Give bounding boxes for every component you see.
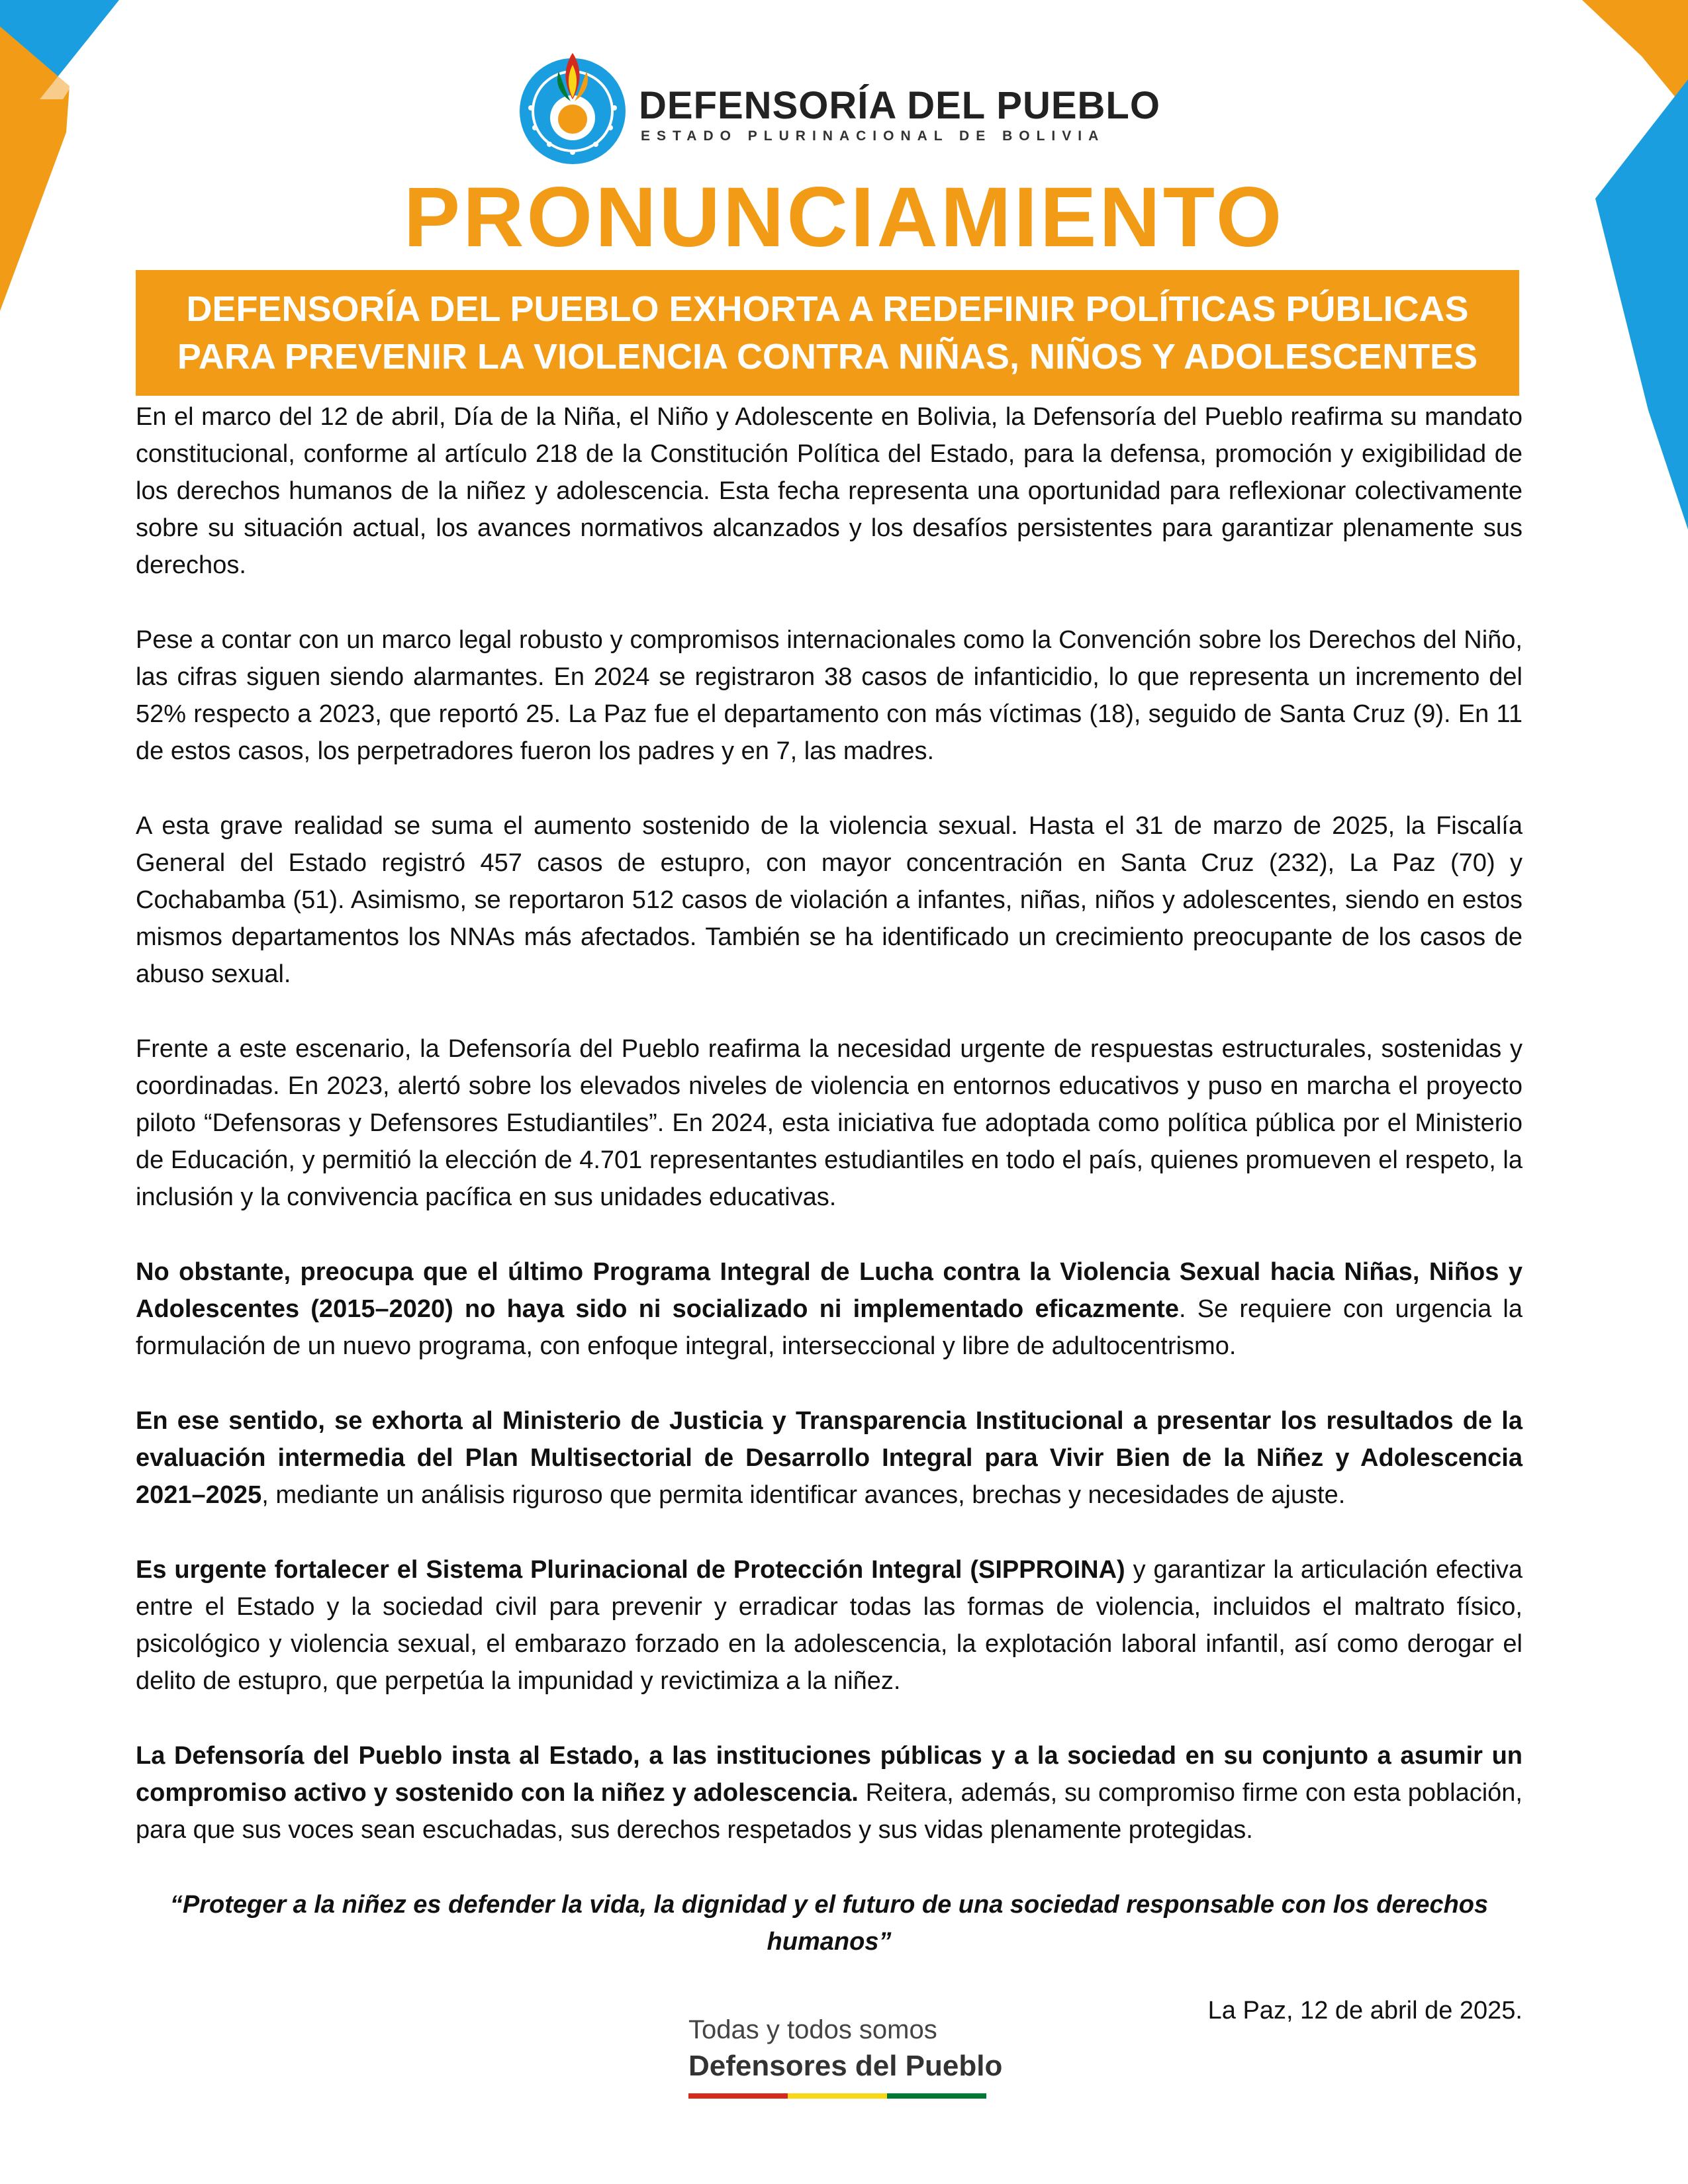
organization-logo — [510, 38, 1160, 164]
footer-slogan-line-2: Defensores del Pueblo — [688, 2050, 1003, 2082]
paragraph-6-text: , mediante un análisis riguroso que permita identificar avances, brechas y necesidades de ajuste. — [261, 1481, 1346, 1509]
paragraph-5-emphasis: No obstante, preocupa que el último Programa Integral de Lucha contra la Violencia Sexual hacia Niñas, Niños y Adolescentes (2015–2020) no haya sido ni socializado ni implementado eficazmente — [136, 1258, 1523, 1323]
paragraph-8-emphasis: La Defensoría del Pueblo insta al Estado, a las instituciones públicas y a la sociedad en su conjunto a asumir un compromiso activo y sostenido con la niñez y adolescencia. — [136, 1742, 1523, 1807]
paragraph-1: En el marco del 12 de abril, Día de la Niña, el Niño y Adolescente en Bolivia, la Defensoría del Pueblo reafirma su mandato constitucional, conforme al artículo 218 de la Constitución Política del Estado, para la defensa, promoción y exigibilidad de los derechos humanos de la niñez y adolescencia. Esta fecha representa una oportunidad para reflexionar colectivamente sobre su situación actual, los avances normativos alcanzados y los desafíos persistentes para garantizar plenamente sus derechos. — [136, 403, 1523, 579]
paragraph-4: Frente a este escenario, la Defensoría del Pueblo reafirma la necesidad urgente de respuestas estructurales, sostenidas y coordinadas. En 2023, alertó sobre los elevados niveles de violencia en entornos educativos y puso en marcha el proyecto piloto “Defensoras y Defensores Estudiantiles”. En 2024, esta iniciativa fue adoptada como política pública por el Ministerio de Educación, y permitió la elección de 4.701 representantes estudiantiles en todo el país, quienes promueven el respeto, la inclusión y la convivencia pacífica en sus unidades educativas. — [136, 1035, 1523, 1211]
paragraph-5-text: . Se requiere con urgencia la formulación de un nuevo programa, con enfoque integral, interseccional y libre de adultocentrismo. — [136, 1295, 1523, 1360]
footer-slogan — [688, 2015, 1006, 2108]
page-title: PRONUNCIAMIENTO — [403, 170, 1285, 265]
paragraph-7 — [136, 1551, 1523, 1700]
flag-stripe-red — [688, 2093, 788, 2099]
paragraph-2: Pese a contar con un marco legal robusto y compromisos internacionales como la Convención sobre los Derechos del Niño, las cifras siguen siendo alarmantes. En 2024 se registraron 38 casos de infanticidio, lo que representa un incremento del 52% respecto a 2023, que reportó 25. La Paz fue el departamento con más víctimas (18), seguido de Santa Cruz (9). En 11 de estos casos, los perpetradores fueron los padres y en 7, las madres. — [136, 626, 1523, 765]
paragraph-5 — [136, 1253, 1523, 1365]
top-left-corner-decoration — [0, 0, 119, 318]
headline-line-1: DEFENSORÍA DEL PUEBLO EXHORTA A REDEFINIR POLÍTICAS PÚBLICAS — [186, 289, 1469, 329]
paragraph-6-emphasis: En ese sentido, se exhorta al Ministerio de Justicia y Transparencia Institucional a presentar los resultados de la evaluación intermedia del Plan Multisectorial de Desarrollo Integral para Vivir Bien de la Niñez y Adolescencia 2021–2025 — [136, 1407, 1523, 1509]
document-body — [136, 398, 1523, 2029]
footer-slogan-line-1: Todas y todos somos — [688, 2015, 937, 2044]
flag-stripe-green — [887, 2093, 986, 2099]
headline-line-2: PARA PREVENIR LA VIOLENCIA CONTRA NIÑAS, NIÑOS Y ADOLESCENTES — [177, 337, 1478, 377]
flag-stripe-yellow — [788, 2093, 887, 2099]
place-and-date: La Paz, 12 de abril de 2025. — [1207, 1997, 1523, 2025]
headline-banner — [136, 270, 1519, 396]
closing-quote: “Proteger a la niñez es defender la vida, la dignidad y el futuro de una sociedad responsable con los derechos humanos” — [169, 1891, 1489, 1956]
paragraph-8-text: Reitera, además, su compromiso firme con esta población, para que sus voces sean escuchadas, sus derechos respetados y sus vidas plenamente protegidas. — [136, 1779, 1523, 1844]
organization-subtitle: ESTADO PLURINACIONAL DE BOLIVIA — [641, 128, 1105, 144]
paragraph-7-text: y garantizar la articulación efectiva entre el Estado y la sociedad civil para prevenir y erradicar todas las formas de violencia, incluidos el maltrato físico, psicológico y violencia sexual, el embarazo forzado en la adolescencia, la explotación laboral infantil, así como derogar el delito de estupro, que perpetúa la impunidad y revictimiza a la niñez. — [136, 1556, 1523, 1695]
paragraph-7-emphasis: Es urgente fortalecer el Sistema Plurinacional de Protección Integral (SIPPROINA) — [136, 1556, 1125, 1584]
paragraph-8 — [136, 1737, 1523, 1848]
flame-seal-icon — [510, 38, 635, 164]
paragraph-6 — [136, 1402, 1523, 1514]
organization-name: DEFENSORÍA DEL PUEBLO — [639, 84, 1160, 127]
paragraph-3: A esta grave realidad se suma el aumento sostenido de la violencia sexual. Hasta el 31 de marzo de 2025, la Fiscalía General del Estado registró 457 casos de estupro, con mayor concentración en Santa Cruz (232), La Paz (70) y Cochabamba (51). Asimismo, se reportaron 512 casos de violación a infantes, niñas, niños y adolescentes, siendo en estos mismos departamentos los NNAs más afectados. También se ha identificado un crecimiento preocupante de los casos de abuso sexual. — [136, 812, 1523, 988]
